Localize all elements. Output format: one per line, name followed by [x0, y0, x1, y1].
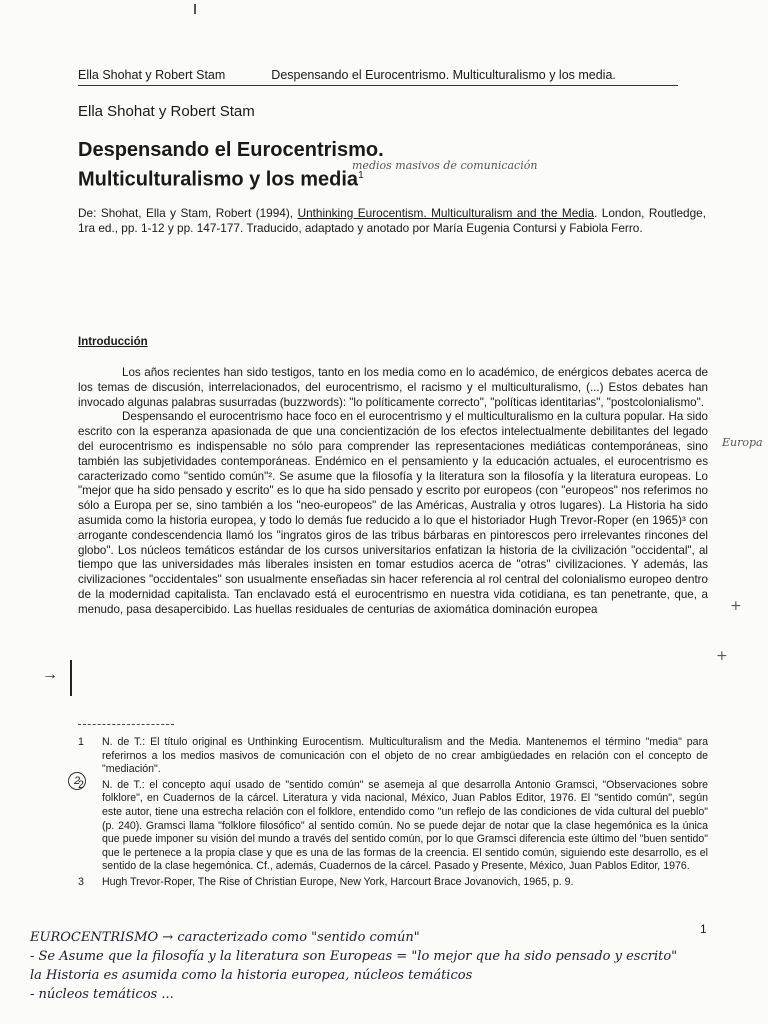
footnote-number: 3 — [78, 875, 84, 888]
title-line-2-text: Multiculturalismo y los media — [78, 168, 359, 191]
citation-prefix: De: Shohat, Ella y Stam, Robert (1994), — [78, 206, 298, 220]
paragraph-1: Los años recientes han sido testigos, tanto en los media como en lo académico, de enérgicos debates acerca de los temas de discusión, interrelacionados, del eurocentrismo, el racismo y el multiculturalismo, (...) Estos debates han invocado algunas palabras susurradas (buzzwords): "lo políticamente correcto", "políticas identitarias", "postcolonialismo". — [78, 366, 708, 409]
header-title: Despensando el Eurocentrismo. Multiculturalismo y los media. — [271, 68, 616, 82]
footnote-rule — [78, 724, 174, 725]
margin-note-1: Europa — [722, 436, 763, 449]
handwritten-line: la Historia es asumida como la historia europea, núcleos temáticos — [30, 968, 473, 983]
page-number: 1 — [700, 922, 707, 936]
arrow-annotation: → — [42, 666, 58, 683]
title-footnote-marker: 1 — [358, 170, 364, 181]
paragraph-2: Despensando el eurocentrismo hace foco en el eurocentrismo y el multiculturalismo en la cultura popular. Ha sido escrito con la esperanza apasionada de que una concientización de los efectos intelectualmente debilitantes del legado del eurocentrismo es indispensable no sólo para comprender las representaciones mediáticas contemporáneas, sino también las subjetividades contemporáneas. Endémico en el pensamiento y la educación actuales, el eurocentrismo es caracterizado como "sentido común"². Se asume que la filosofía y la literatura son la filosofía y la literatura europeas. Lo "mejor que ha sido pensado y escrito" es lo que ha sido pensado y escrito por europeos (con "europeos" nos referimos no sólo a Europa per se, sino también a los "neo-europeos" de las Américas, Australia y otros lugares). La Historia ha sido asumida como la historia europea, y todo lo demás fue reducido a lo que el historiador Hugh Trevor-Roper (en 1965)³ con arrogante condescendencia llamó los "ingratos giros de las tribus bárbaras en pintorescos pero irrelevantes rincones del globo". Los núcleos temáticos estándar de los cursos universitarios enfatizan la historia de la civilización "occidental", al tiempo que las universidades más liberales insisten en tomar estudios acerca de "otras" civilizaciones. Y además, las civilizaciones "occidentales" son usualmente enseñadas sin hacer referencia al rol central del colonialismo europeo dentro de la modernidad capitalista. Tan enclavado está el eurocentrismo en nuestra vida cotidiana, es tan penetrante, que, a menudo, pasa desapercibido. Las huellas residuales de centurias de axiomática dominación europea — [78, 410, 708, 616]
section-title: Introducción — [78, 336, 148, 348]
handwritten-line: - Se Asume que la filosofía y la literatura son Europeas = "lo mejor que ha sido pensado y escrito" — [30, 949, 678, 964]
footnotes — [78, 736, 708, 892]
footnote-number: 2 — [78, 778, 84, 791]
footnote-text: Hugh Trevor-Roper, The Rise of Christian Europe, New York, Harcourt Brace Jovanovich, 1965, p. 9. — [102, 875, 574, 888]
citation-book-title: Unthinking Eurocentism. Multiculturalism and the Media — [297, 206, 595, 220]
margin-note-2: + — [730, 598, 742, 614]
circled-number-annotation: 2 — [68, 772, 86, 790]
handwritten-line: - núcleos temáticos ... — [30, 987, 174, 1002]
title-line-1: Despensando el Eurocentrismo. — [78, 139, 384, 161]
author-line: Ella Shohat y Robert Stam — [78, 103, 255, 120]
header-authors: Ella Shohat y Robert Stam — [78, 68, 226, 82]
scan-mark — [194, 4, 196, 14]
handwritten-notes — [30, 928, 760, 1004]
handwritten-line: EUROCENTRISMO → caracterizado como "sentido común" — [30, 930, 420, 945]
footnote-number: 1 — [78, 736, 84, 748]
title-handwritten-annotation: medios masivos de comunicación — [352, 159, 538, 172]
bracket-annotation — [70, 660, 72, 696]
title-line-2 — [78, 163, 384, 193]
footnote — [78, 876, 708, 890]
citation — [78, 206, 706, 236]
document-title — [78, 137, 384, 193]
citation-rest: . London, Routledge, 1ra ed., pp. 1-12 y pp. 147-177. Traducido, adaptado y anotado por María Eugenia Contursi y Fabiola Ferro. — [78, 206, 706, 235]
running-header — [78, 68, 678, 86]
footnote-text: N. de T.: El título original es Unthinking Eurocentism. Multiculturalism and the Media. Mantenemos el término "media" para referirnos a los medios masivos de comunicación con el objeto de no crear ambigüedades en relación con el concepto de "mediación". — [102, 736, 708, 776]
body-text — [78, 366, 708, 618]
footnote — [78, 779, 708, 874]
footnote-text: N. de T.: el concepto aquí usado de "sentido común" se asemeja al que desarrolla Antonio Gramsci, "Observaciones sobre folklore", en Cuadernos de la cárcel. Literatura y vida nacional, México, Juan Pablos Editor, 1976. El "sentido común", según este autor, tiene una estrecha relación con el folklore, entendido como "un reflejo de las condiciones de vida cultural del pueblo" (p. 240). Gramsci llama "folklore filosófico" al sentido común. No se puede dejar de notar que la clase hegemónica es la única que puede imponer su visión del mundo a través del sentido común, por lo que Gramsci diferencia este último del "buen sentido" que le pertenece a la propia clase y que es una de las formas de la creencia. El sentido común, siguiendo este desarrollo, es el sentido de la clase hegemónica. Cf., además, Cuadernos de la cárcel. Pasado y Presente, México, Juan Pablos Editor, 1976. — [102, 778, 708, 873]
footnote — [78, 736, 708, 777]
margin-note-3: + — [716, 648, 728, 664]
